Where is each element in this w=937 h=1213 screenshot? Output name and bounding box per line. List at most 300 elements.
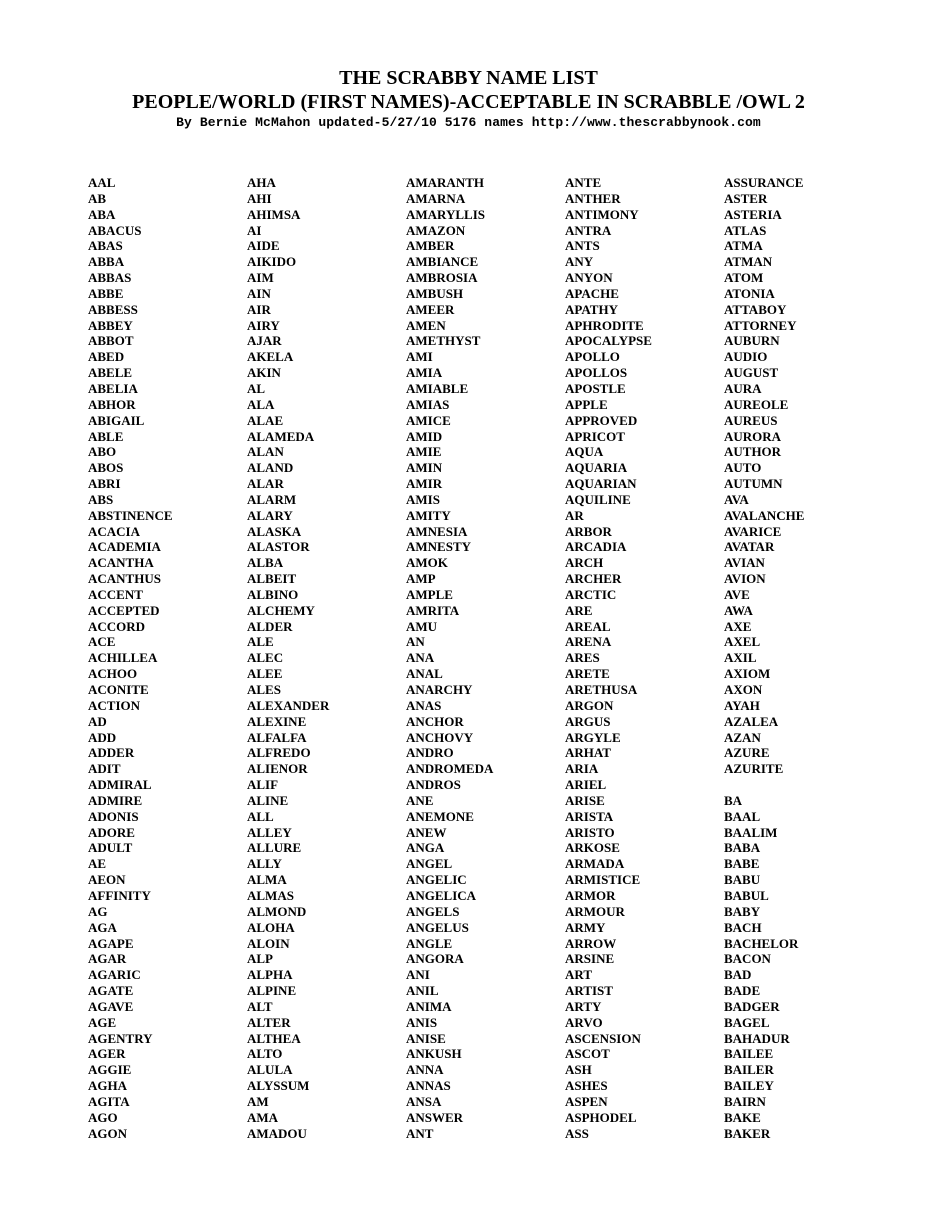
list-item: ANCHOR bbox=[406, 713, 464, 729]
list-item: AHA bbox=[247, 175, 276, 190]
list-item: ABBOT bbox=[88, 333, 134, 349]
list-item: APHRODITE bbox=[565, 317, 644, 333]
page-title-line-1: THE SCRABBY NAME LIST bbox=[339, 67, 598, 89]
list-item: ANIS bbox=[406, 1014, 438, 1030]
list-item: ABS bbox=[88, 491, 114, 507]
list-item: ANNA bbox=[406, 1062, 444, 1078]
list-item: AGE bbox=[88, 1014, 117, 1030]
list-item: AMARANTH bbox=[406, 175, 484, 190]
list-item: ARMOR bbox=[565, 887, 616, 903]
list-item: ARKOSE bbox=[565, 840, 620, 856]
list-item: ABSTINENCE bbox=[88, 507, 173, 523]
list-item: AVA bbox=[724, 491, 749, 507]
list-item: AMNESTY bbox=[406, 539, 472, 555]
list-item: ATTABOY bbox=[724, 301, 787, 317]
list-item: AVARICE bbox=[724, 523, 782, 539]
list-item: AURORA bbox=[724, 428, 782, 444]
list-item: ANTS bbox=[565, 238, 600, 254]
list-item: ABA bbox=[88, 206, 116, 222]
list-item: ARENA bbox=[565, 634, 612, 650]
list-item: AMIN bbox=[406, 460, 443, 476]
list-item: ABED bbox=[88, 349, 125, 365]
list-item: ABRI bbox=[88, 476, 121, 492]
list-item: ASCOT bbox=[565, 1046, 610, 1062]
list-item: AB bbox=[88, 190, 107, 206]
list-item: AMID bbox=[406, 428, 443, 444]
list-item: ANYON bbox=[565, 270, 613, 286]
list-item: AIM bbox=[247, 270, 274, 286]
list-item: AURA bbox=[724, 380, 762, 396]
list-item: ABELE bbox=[88, 365, 133, 381]
page-title-line-2: PEOPLE/WORLD (FIRST NAMES)-ACCEPTABLE IN SCRABBLE /OWL 2 bbox=[132, 91, 805, 113]
list-item: ADIT bbox=[88, 761, 121, 777]
list-item: AKIN bbox=[247, 365, 281, 381]
list-item: AAL bbox=[88, 175, 116, 190]
list-item: AYAH bbox=[724, 697, 760, 713]
list-item: ARISE bbox=[565, 792, 605, 808]
list-item: BABUL bbox=[724, 887, 769, 903]
list-item: AMPLE bbox=[406, 586, 453, 602]
list-item: ADULT bbox=[88, 840, 133, 856]
list-item: ANDROS bbox=[406, 777, 461, 793]
page-header bbox=[0, 66, 937, 131]
list-item: AFFINITY bbox=[88, 887, 151, 903]
list-item: AQUA bbox=[565, 444, 604, 460]
list-item: ATTORNEY bbox=[724, 317, 797, 333]
list-item: ABIGAIL bbox=[88, 412, 145, 428]
list-item: AGER bbox=[88, 1046, 126, 1062]
list-item: AMADOU bbox=[247, 1125, 307, 1141]
list-item: ACANTHA bbox=[88, 555, 154, 571]
list-item: AVATAR bbox=[724, 539, 775, 555]
list-item: AMEN bbox=[406, 317, 446, 333]
list-item: ARISTO bbox=[565, 824, 615, 840]
list-item: ACACIA bbox=[88, 523, 140, 539]
list-item: AHI bbox=[247, 190, 272, 206]
list-item: ACCORD bbox=[88, 618, 146, 634]
list-item: AUDIO bbox=[724, 349, 768, 365]
list-item: AVALANCHE bbox=[724, 507, 805, 523]
list-item: AXEL bbox=[724, 634, 761, 650]
list-item: AGENTRY bbox=[88, 1030, 153, 1046]
list-item: ATMAN bbox=[724, 254, 773, 270]
list-item: AMIABLE bbox=[406, 380, 469, 396]
list-item: ALBEIT bbox=[247, 571, 297, 587]
list-item: AUTO bbox=[724, 460, 762, 476]
list-item: ARMISTICE bbox=[565, 872, 641, 888]
list-item: ALASTOR bbox=[247, 539, 310, 555]
list-item: ALULA bbox=[247, 1062, 293, 1078]
list-item: APATHY bbox=[565, 301, 618, 317]
list-item: ACE bbox=[88, 634, 116, 650]
list-item: BAIRN bbox=[724, 1093, 766, 1109]
list-item: ALA bbox=[247, 396, 275, 412]
list-item: ATLAS bbox=[724, 222, 767, 238]
list-item: AMITY bbox=[406, 507, 451, 523]
list-item: AIKIDO bbox=[247, 254, 297, 270]
list-item: ARE bbox=[565, 602, 593, 618]
list-item: AHIMSA bbox=[247, 206, 301, 222]
list-item: ANEW bbox=[406, 824, 447, 840]
list-item: ALIENOR bbox=[247, 761, 308, 777]
list-item: ALEXINE bbox=[247, 713, 307, 729]
list-item: AMICE bbox=[406, 412, 451, 428]
list-item: AMIAS bbox=[406, 396, 450, 412]
list-item: ASSURANCE bbox=[724, 175, 804, 190]
list-item: AUREOLE bbox=[724, 396, 789, 412]
list-item: ANIMA bbox=[406, 998, 452, 1014]
list-item: BACON bbox=[724, 951, 771, 967]
list-item: ALTHEA bbox=[247, 1030, 301, 1046]
byline: By Bernie McMahon updated-5/27/10 5176 names http://www.thescrabbynook.com bbox=[176, 115, 761, 130]
list-item: ANSA bbox=[406, 1093, 442, 1109]
name-column-4 bbox=[565, 175, 652, 1141]
list-item: APPLE bbox=[565, 396, 608, 412]
list-item: BABY bbox=[724, 903, 761, 919]
list-item: AMI bbox=[406, 349, 433, 365]
list-item: ASCENSION bbox=[565, 1030, 641, 1046]
list-item: AGITA bbox=[88, 1093, 130, 1109]
list-item: AMETHYST bbox=[406, 333, 481, 349]
list-item: AXON bbox=[724, 682, 763, 697]
list-item: AR bbox=[565, 507, 584, 523]
list-item: AMARYLLIS bbox=[406, 206, 485, 222]
list-item: AZURE bbox=[724, 745, 770, 761]
list-item: AIN bbox=[247, 285, 271, 301]
list-item: ANISE bbox=[406, 1030, 446, 1046]
list-item: AVION bbox=[724, 571, 766, 587]
list-item: AZALEA bbox=[724, 713, 779, 729]
list-item: ALPINE bbox=[247, 983, 297, 999]
list-item: ACONITE bbox=[88, 682, 149, 697]
list-item: BABU bbox=[724, 872, 761, 888]
list-item: ABBA bbox=[88, 254, 125, 270]
list-item: ALTER bbox=[247, 1014, 291, 1030]
list-item: AIDE bbox=[247, 238, 280, 254]
list-item: ANAS bbox=[406, 697, 442, 713]
list-item: AREAL bbox=[565, 618, 611, 634]
list-item: AMIA bbox=[406, 365, 443, 381]
list-item: AQUILINE bbox=[565, 491, 631, 507]
list-item: AMA bbox=[247, 1109, 279, 1125]
list-item: ALMAS bbox=[247, 887, 294, 903]
list-item: AXIL bbox=[724, 650, 757, 666]
list-item: BABE bbox=[724, 856, 760, 872]
list-item: AMP bbox=[406, 571, 436, 587]
list-item: AUTHOR bbox=[724, 444, 782, 460]
list-item: ALAND bbox=[247, 460, 294, 476]
list-item: AMIS bbox=[406, 491, 440, 507]
list-item: APOLLO bbox=[565, 349, 620, 365]
list-item: AMARNA bbox=[406, 190, 466, 206]
list-item: ALES bbox=[247, 682, 281, 697]
name-column-3 bbox=[406, 175, 493, 1141]
list-item: BACH bbox=[724, 919, 762, 935]
list-item: ANGELUS bbox=[406, 919, 469, 935]
list-item: AM bbox=[247, 1093, 269, 1109]
list-item: ALLEY bbox=[247, 824, 292, 840]
list-item: AGON bbox=[88, 1125, 127, 1141]
list-item: AJAR bbox=[247, 333, 282, 349]
list-item: ABHOR bbox=[88, 396, 136, 412]
list-item: AMBIANCE bbox=[406, 254, 479, 270]
list-item: AMBER bbox=[406, 238, 455, 254]
list-item: ANDROMEDA bbox=[406, 761, 494, 777]
list-item: AXIOM bbox=[724, 666, 771, 682]
list-item: ARTY bbox=[565, 998, 602, 1014]
list-item: BAHADUR bbox=[724, 1030, 790, 1046]
list-item: ALMOND bbox=[247, 903, 307, 919]
list-item: AGGIE bbox=[88, 1062, 132, 1078]
list-item: ALEC bbox=[247, 650, 284, 666]
list-item: ARIEL bbox=[565, 777, 607, 793]
list-item: ALBA bbox=[247, 555, 284, 571]
list-item: ALAMEDA bbox=[247, 428, 315, 444]
list-item: ARGUS bbox=[565, 713, 611, 729]
list-item: ALFREDO bbox=[247, 745, 311, 761]
list-item: ANEMONE bbox=[406, 808, 474, 824]
list-item: ALTO bbox=[247, 1046, 283, 1062]
list-item: AMAZON bbox=[406, 222, 466, 238]
list-item: APPROVED bbox=[565, 412, 638, 428]
list-item: AQUARIAN bbox=[565, 476, 637, 492]
list-item: ADMIRE bbox=[88, 792, 143, 808]
list-item: BAAL bbox=[724, 808, 761, 824]
list-item: AUTUMN bbox=[724, 476, 783, 492]
list-item: BAKE bbox=[724, 1109, 761, 1125]
list-item: ALEXANDER bbox=[247, 697, 330, 713]
list-item: ANAL bbox=[406, 666, 443, 682]
list-item: ART bbox=[565, 967, 592, 983]
list-item: ARIA bbox=[565, 761, 599, 777]
list-item: ARCADIA bbox=[565, 539, 627, 555]
list-item: ASTER bbox=[724, 190, 768, 206]
list-item: ALEE bbox=[247, 666, 283, 682]
list-item: AGARIC bbox=[88, 967, 141, 983]
list-item: ARCH bbox=[565, 555, 604, 571]
list-item: AMNESIA bbox=[406, 523, 468, 539]
list-item: ABELIA bbox=[88, 380, 138, 396]
list-item: ALIF bbox=[247, 777, 279, 793]
list-item: AN bbox=[406, 634, 425, 650]
list-item: ANGLE bbox=[406, 935, 453, 951]
list-item: BAALIM bbox=[724, 824, 778, 840]
list-item: ABBE bbox=[88, 285, 124, 301]
list-item: ANGELICA bbox=[406, 887, 477, 903]
list-item: ALMA bbox=[247, 872, 287, 888]
list-item: ALINE bbox=[247, 792, 289, 808]
list-item: ASS bbox=[565, 1125, 589, 1141]
list-item: ALP bbox=[247, 951, 273, 967]
list-item: AUREUS bbox=[724, 412, 778, 428]
list-item: ARES bbox=[565, 650, 600, 666]
list-item: AUBURN bbox=[724, 333, 780, 349]
list-item: AKELA bbox=[247, 349, 294, 365]
list-item: ANGELIC bbox=[406, 872, 467, 888]
list-item: ACHILLEA bbox=[88, 650, 158, 666]
list-item: ANKUSH bbox=[406, 1046, 462, 1062]
list-item: AIRY bbox=[247, 317, 280, 333]
list-item: BADE bbox=[724, 983, 761, 999]
list-item: AGAVE bbox=[88, 998, 134, 1014]
list-item: ACADEMIA bbox=[88, 539, 161, 555]
list-item: ANT bbox=[406, 1125, 434, 1141]
list-item: ASHES bbox=[565, 1078, 608, 1094]
list-item: ANGA bbox=[406, 840, 445, 856]
list-item: ADORE bbox=[88, 824, 135, 840]
list-item: ANTHER bbox=[565, 190, 621, 206]
name-column-5 bbox=[724, 175, 804, 1141]
list-item: AGO bbox=[88, 1109, 118, 1125]
list-item: AZAN bbox=[724, 729, 761, 745]
list-item: ABBAS bbox=[88, 270, 132, 286]
list-item: ABACUS bbox=[88, 222, 142, 238]
list-item: ATMA bbox=[724, 238, 763, 254]
list-item: AMOK bbox=[406, 555, 448, 571]
list-item: ANTRA bbox=[565, 222, 612, 238]
list-item: AQUARIA bbox=[565, 460, 628, 476]
list-item: BAILEE bbox=[724, 1046, 774, 1062]
list-item: ARGYLE bbox=[565, 729, 621, 745]
list-item: AMRITA bbox=[406, 602, 460, 618]
list-item: ALARM bbox=[247, 491, 297, 507]
list-item: ANE bbox=[406, 792, 434, 808]
list-item: AI bbox=[247, 222, 262, 238]
list-item: ACTION bbox=[88, 697, 141, 713]
list-item: APOCALYPSE bbox=[565, 333, 652, 349]
list-item: ARVO bbox=[565, 1014, 603, 1030]
list-item: AE bbox=[88, 856, 107, 872]
list-item: ASPHODEL bbox=[565, 1109, 637, 1125]
list-item: ALCHEMY bbox=[247, 602, 315, 618]
list-item: ANNAS bbox=[406, 1078, 451, 1094]
list-item: BAD bbox=[724, 967, 752, 983]
list-item: ABAS bbox=[88, 238, 123, 254]
list-item: ALLURE bbox=[247, 840, 302, 856]
list-item: ANGELS bbox=[406, 903, 460, 919]
list-item: ALAN bbox=[247, 444, 284, 460]
list-item: AMBROSIA bbox=[406, 270, 478, 286]
list-item: ANCHOVY bbox=[406, 729, 474, 745]
list-item: ANIL bbox=[406, 983, 439, 999]
list-item: ALOHA bbox=[247, 919, 295, 935]
list-item: AGAPE bbox=[88, 935, 134, 951]
list-item: AVE bbox=[724, 586, 750, 602]
list-item: AMEER bbox=[406, 301, 455, 317]
list-item: BAKER bbox=[724, 1125, 771, 1141]
list-item: APACHE bbox=[565, 285, 619, 301]
list-item: ATOM bbox=[724, 270, 764, 286]
list-item: AMU bbox=[406, 618, 438, 634]
list-item: ALARY bbox=[247, 507, 293, 523]
list-item: BACHELOR bbox=[724, 935, 799, 951]
list-item: ADMIRAL bbox=[88, 777, 152, 793]
list-item: ARHAT bbox=[565, 745, 611, 761]
list-item: ARETE bbox=[565, 666, 610, 682]
list-item: ANI bbox=[406, 967, 430, 983]
list-item: ASPEN bbox=[565, 1093, 608, 1109]
list-item: ALBINO bbox=[247, 586, 299, 602]
list-item: AZURITE bbox=[724, 761, 784, 777]
list-item: AGA bbox=[88, 919, 117, 935]
list-item: ADONIS bbox=[88, 808, 139, 824]
list-item: ARCTIC bbox=[565, 586, 617, 602]
list-item: APOSTLE bbox=[565, 380, 626, 396]
list-item: ADD bbox=[88, 729, 117, 745]
list-item: ARCHER bbox=[565, 571, 622, 587]
list-item: ANGORA bbox=[406, 951, 464, 967]
list-item: ALASKA bbox=[247, 523, 302, 539]
list-item: ACHOO bbox=[88, 666, 138, 682]
list-item: BAILER bbox=[724, 1062, 774, 1078]
list-item: BAGEL bbox=[724, 1014, 770, 1030]
list-item: ACCEPTED bbox=[88, 602, 160, 618]
list-item: AG bbox=[88, 903, 108, 919]
list-item: AMIR bbox=[406, 476, 443, 492]
list-item: ALAE bbox=[247, 412, 284, 428]
list-item: AVIAN bbox=[724, 555, 765, 571]
list-item: ARMADA bbox=[565, 856, 625, 872]
list-item: ARMOUR bbox=[565, 903, 625, 919]
list-item: ALPHA bbox=[247, 967, 293, 983]
list-item: ARMY bbox=[565, 919, 606, 935]
list-item: AUGUST bbox=[724, 365, 779, 381]
list-item: AD bbox=[88, 713, 107, 729]
list-item: ALL bbox=[247, 808, 274, 824]
list-item: ANDRO bbox=[406, 745, 454, 761]
name-column-2 bbox=[247, 175, 329, 1141]
list-item: ANY bbox=[565, 254, 594, 270]
list-item: ABLE bbox=[88, 428, 124, 444]
list-gap bbox=[724, 777, 804, 793]
name-column-1 bbox=[88, 175, 173, 1141]
list-item: ACANTHUS bbox=[88, 571, 161, 587]
list-item: ANSWER bbox=[406, 1109, 464, 1125]
list-item: ARTIST bbox=[565, 983, 613, 999]
list-item: ARSINE bbox=[565, 951, 615, 967]
list-item: ARBOR bbox=[565, 523, 612, 539]
list-item: ALLY bbox=[247, 856, 282, 872]
list-item: AMBUSH bbox=[406, 285, 464, 301]
list-item: AMIE bbox=[406, 444, 442, 460]
list-item: AGAR bbox=[88, 951, 127, 967]
list-item: ARGON bbox=[565, 697, 614, 713]
list-item: ABO bbox=[88, 444, 117, 460]
list-item: ABBESS bbox=[88, 301, 138, 317]
list-item: ARETHUSA bbox=[565, 682, 638, 697]
list-item: ALT bbox=[247, 998, 273, 1014]
list-item: AGHA bbox=[88, 1078, 127, 1094]
list-item: AL bbox=[247, 380, 266, 396]
list-item: ARROW bbox=[565, 935, 617, 951]
list-item: BA bbox=[724, 792, 743, 808]
list-item: AWA bbox=[724, 602, 753, 618]
list-item: ANTIMONY bbox=[565, 206, 639, 222]
list-item: ALFALFA bbox=[247, 729, 307, 745]
list-item: BAILEY bbox=[724, 1078, 774, 1094]
name-list-columns bbox=[0, 175, 937, 1155]
list-item: ADDER bbox=[88, 745, 135, 761]
list-item: ACCENT bbox=[88, 586, 143, 602]
list-item: ALYSSUM bbox=[247, 1078, 310, 1094]
list-item: AGATE bbox=[88, 983, 134, 999]
list-item: ATONIA bbox=[724, 285, 775, 301]
list-item: ANARCHY bbox=[406, 682, 473, 697]
list-item: APRICOT bbox=[565, 428, 625, 444]
list-item: ALDER bbox=[247, 618, 293, 634]
list-item: ABBEY bbox=[88, 317, 133, 333]
list-item: ALAR bbox=[247, 476, 284, 492]
